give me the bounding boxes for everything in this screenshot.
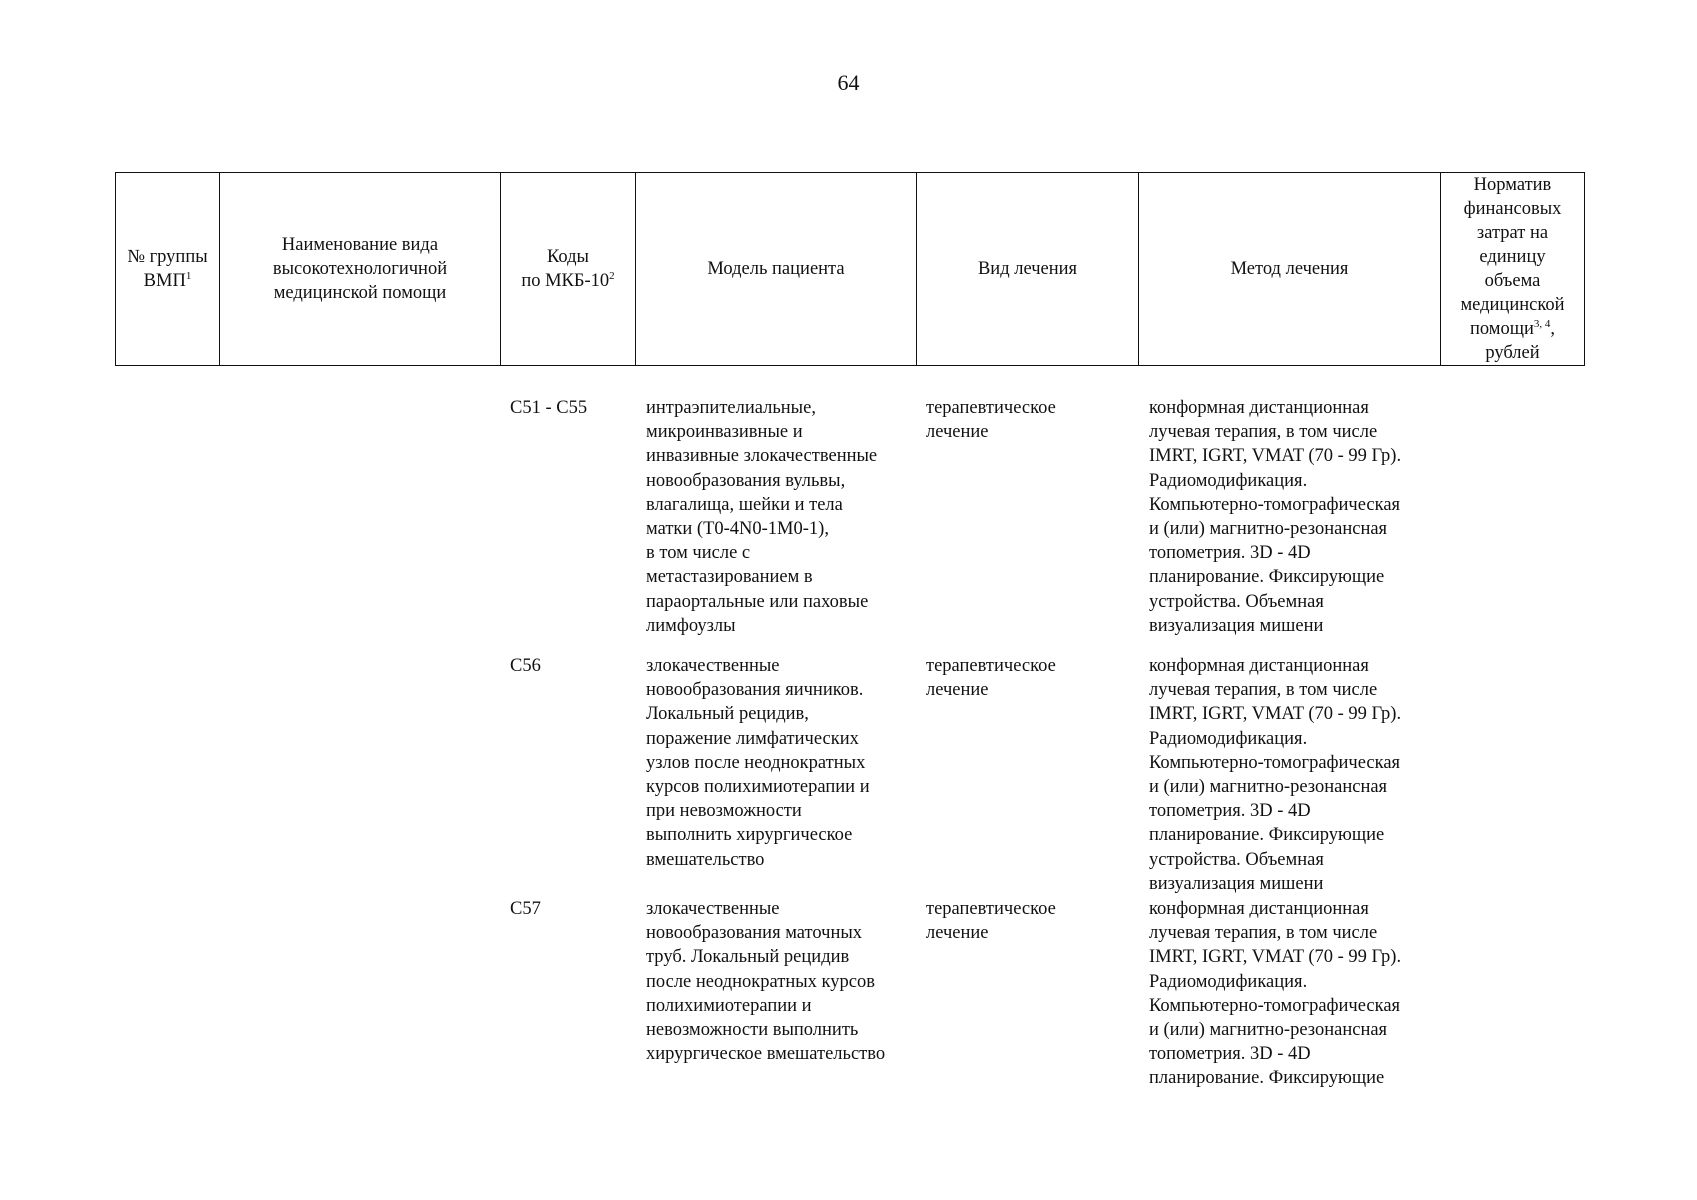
treatment-type: терапевтическое лечение [926, 398, 1056, 443]
header-group-no-text: № группы ВМП [127, 247, 208, 291]
table-header [115, 172, 1585, 366]
treatment-method: конформная дистанционная лучевая терапия, в том числе IMRT, IGRT, VMAT (70 - 99 Гр). Радиомодификация. Компьютерно-томографическая и (или) магнитно-резонансная топометрия. 3D - 4D планирование. Фиксирующие устройства. Объемная визуализация мишени [1149, 656, 1402, 894]
footnote-ref: 2 [609, 269, 615, 282]
header-name: Наименование вида высокотехнологичной медицинской помощи [220, 173, 501, 365]
header-group-no [116, 173, 220, 365]
header-cost-suffix: , рублей [1485, 319, 1555, 363]
header-cost-text: Норматив финансовых затрат на единицу объема медицинской помощи [1460, 175, 1565, 339]
header-treatment-type: Вид лечения [917, 173, 1139, 365]
footnote-ref: 3, 4 [1533, 317, 1551, 330]
icd-code: C51 - C55 [510, 398, 588, 418]
treatment-method: конформная дистанционная лучевая терапия, в том числе IMRT, IGRT, VMAT (70 - 99 Гр). Радиомодификация. Компьютерно-томографическая и (или) магнитно-резонансная топометрия. 3D - 4D планирование. Фиксирующие устройства. Объемная визуализация мишени [1149, 398, 1402, 636]
header-cost [1441, 173, 1584, 365]
header-codes-text: Коды по МКБ-10 [521, 247, 610, 291]
patient-model: злокачественные новообразования маточных труб. Локальный рецидив после неоднократных курсов полихимиотерапии и невозможности выполнить хирургическое вмешательство [646, 899, 886, 1065]
header-method: Метод лечения [1139, 173, 1441, 365]
icd-code: C57 [510, 899, 541, 919]
header-codes [501, 173, 636, 365]
header-model: Модель пациента [636, 173, 917, 365]
icd-code: C56 [510, 656, 541, 676]
patient-model: интраэпителиальные, микроинвазивные и инвазивные злокачественные новообразования вульвы, влагалища, шейки и тела матки (T0-4N0-1M0-1), в том числе с метастазированием в параортальные или паховые лимфоузлы [646, 398, 878, 636]
treatment-type: терапевтическое лечение [926, 899, 1056, 944]
treatment-type: терапевтическое лечение [926, 656, 1056, 701]
page-number: 64 [837, 70, 860, 95]
patient-model: злокачественные новообразования яичников. Локальный рецидив, поражение лимфатических узлов после неоднократных курсов полихимиотерапии и при невозможности выполнить хирургическое вмешательство [646, 656, 870, 870]
footnote-ref: 1 [185, 269, 192, 282]
treatment-method: конформная дистанционная лучевая терапия, в том числе IMRT, IGRT, VMAT (70 - 99 Гр). Радиомодификация. Компьютерно-томографическая и (или) магнитно-резонансная топометрия. 3D - 4D планирование. Фиксирующие [1149, 899, 1402, 1089]
